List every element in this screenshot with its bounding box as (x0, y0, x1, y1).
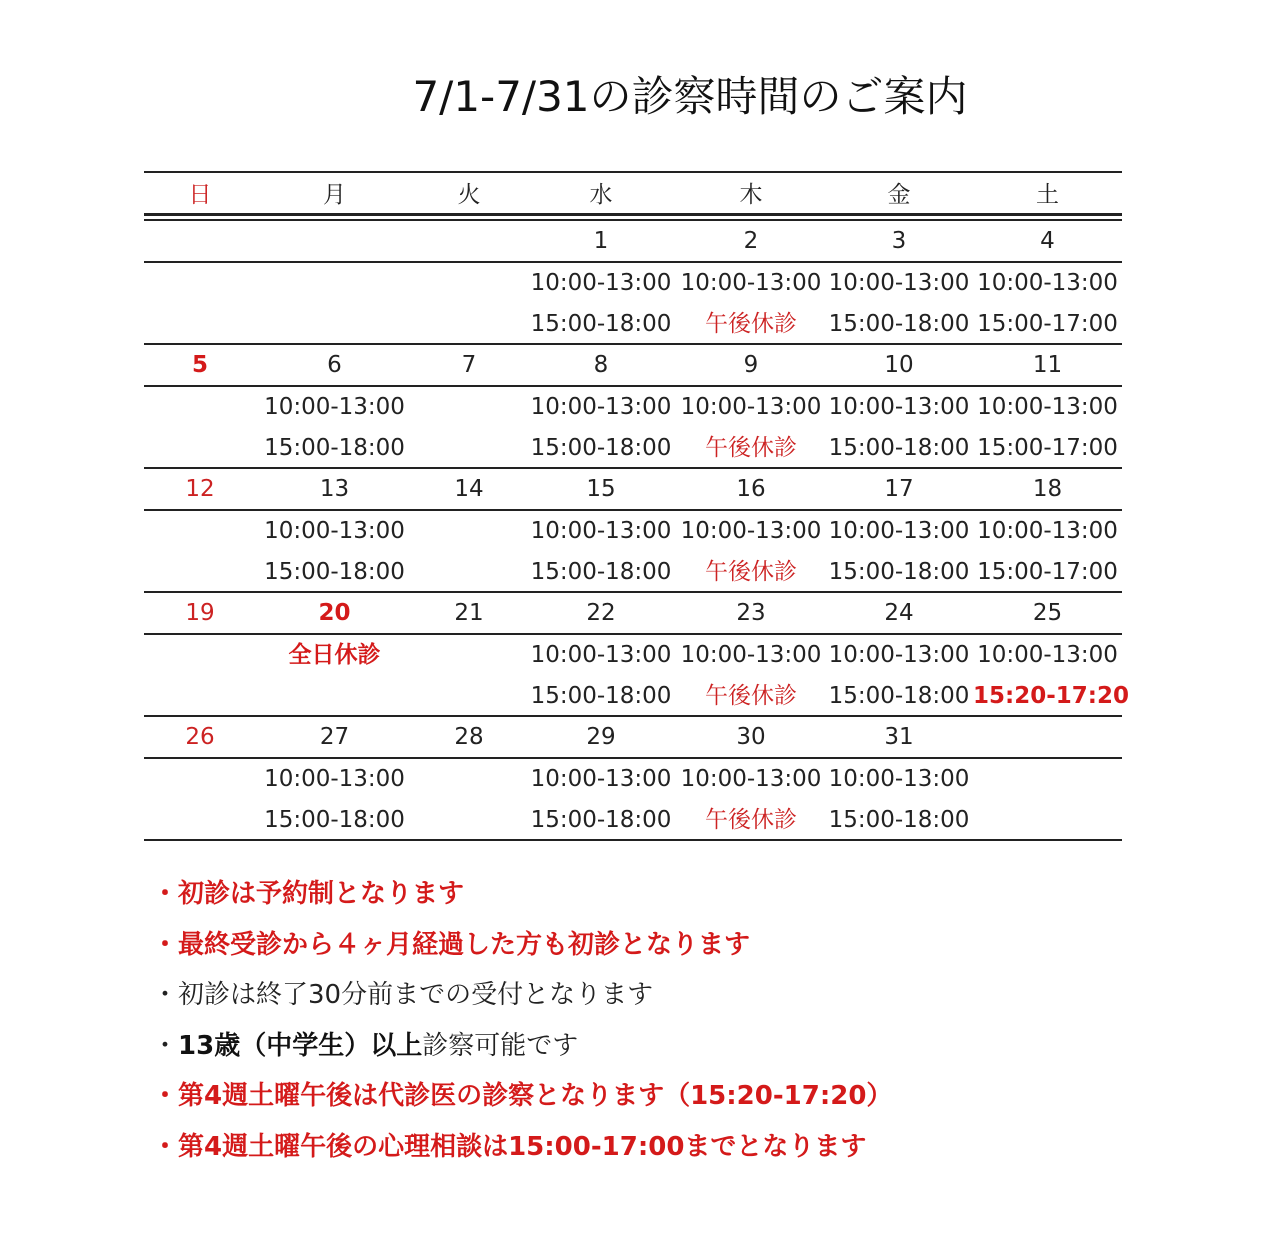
hours-cell (825, 759, 973, 841)
date-cell: 21 (454, 600, 484, 626)
afternoon-hours (413, 304, 525, 345)
date-cell: 30 (736, 724, 766, 750)
afternoon-hours: 午後休診 (705, 683, 797, 709)
morning-hours (413, 511, 525, 552)
date-cell: 25 (1032, 600, 1063, 626)
afternoon-hours (144, 676, 256, 717)
afternoon-hours: 15:00-18:00 (828, 435, 970, 461)
afternoon-hours (256, 676, 413, 717)
date-cell (256, 221, 413, 261)
hours-cell (413, 635, 525, 717)
weekday-sat: 土 (1036, 182, 1059, 208)
afternoon-hours: 15:00-18:00 (828, 559, 970, 585)
hours-cell (825, 387, 973, 469)
hours-cell (677, 759, 825, 841)
weekday-tue: 火 (457, 182, 481, 208)
morning-hours (144, 635, 256, 676)
afternoon-hours (413, 800, 525, 841)
hours-cell (256, 635, 413, 717)
page-title: 7/1-7/31の診察時間のご案内 (412, 72, 968, 121)
morning-hours (973, 759, 1122, 800)
weekday-fri: 金 (887, 182, 911, 208)
hours-cell (677, 387, 825, 469)
date-cell: 18 (1032, 476, 1063, 502)
hours-cell (525, 635, 677, 717)
afternoon-hours: 15:00-17:00 (977, 311, 1118, 337)
morning-hours: 10:00-13:00 (828, 518, 970, 544)
hours-cell (525, 759, 677, 841)
date-cell: 4 (1040, 228, 1055, 254)
morning-hours: 10:00-13:00 (977, 270, 1118, 296)
morning-hours: 10:00-13:00 (264, 518, 405, 544)
afternoon-hours: 15:00-18:00 (264, 807, 405, 833)
date-cell: 31 (884, 724, 914, 750)
note-item (152, 1024, 892, 1075)
afternoon-hours: 15:00-18:00 (828, 807, 970, 833)
hours-cell (973, 263, 1122, 345)
weekday-wed: 水 (589, 182, 613, 208)
afternoon-hours (144, 552, 256, 593)
morning-hours: 10:00-13:00 (680, 766, 822, 792)
afternoon-hours: 15:00-18:00 (530, 683, 672, 709)
hours-cell (256, 511, 413, 593)
hours-cell (973, 387, 1122, 469)
date-cell: 5 (191, 352, 208, 378)
notes-list (152, 872, 892, 1175)
date-cell: 26 (185, 724, 215, 750)
hours-cell (256, 387, 413, 469)
afternoon-hours: 15:00-18:00 (828, 683, 970, 709)
morning-hours: 10:00-13:00 (264, 394, 405, 420)
morning-hours (144, 511, 256, 552)
hours-row (144, 509, 1122, 591)
date-cell: 29 (586, 724, 616, 750)
date-row (144, 591, 1122, 633)
date-cell: 17 (884, 476, 914, 502)
hours-cell (677, 635, 825, 717)
morning-hours (144, 387, 256, 428)
morning-hours: 全日休診 (288, 642, 381, 668)
afternoon-hours: 15:00-18:00 (530, 807, 672, 833)
date-cell: 6 (327, 352, 342, 378)
morning-hours (413, 759, 525, 800)
morning-hours: 10:00-13:00 (828, 766, 970, 792)
morning-hours: 10:00-13:00 (680, 270, 822, 296)
date-row (144, 715, 1122, 757)
morning-hours: 10:00-13:00 (530, 394, 672, 420)
hours-row (144, 385, 1122, 467)
date-cell: 8 (593, 352, 609, 378)
afternoon-hours: 15:20-17:20 (973, 683, 1129, 709)
morning-hours (144, 759, 256, 800)
afternoon-hours (413, 428, 525, 469)
afternoon-hours: 午後休診 (705, 311, 797, 337)
afternoon-hours (413, 676, 525, 717)
date-row (144, 467, 1122, 509)
morning-hours: 10:00-13:00 (680, 518, 822, 544)
weekday-thu: 木 (739, 182, 763, 208)
hours-cell (256, 263, 413, 345)
morning-hours: 10:00-13:00 (977, 518, 1118, 544)
morning-hours: 10:00-13:00 (977, 394, 1118, 420)
afternoon-hours: 15:00-18:00 (530, 311, 672, 337)
afternoon-hours: 15:00-18:00 (264, 435, 405, 461)
hours-cell (973, 511, 1122, 593)
afternoon-hours: 15:00-18:00 (530, 435, 672, 461)
weeks-container (144, 221, 1129, 841)
morning-hours: 10:00-13:00 (977, 642, 1118, 668)
note-text: 診察可能です (422, 1030, 579, 1061)
weekday-sun: 日 (188, 182, 212, 208)
morning-hours: 10:00-13:00 (828, 642, 970, 668)
date-row (144, 221, 1122, 261)
morning-hours: 10:00-13:00 (828, 270, 970, 296)
schedule-table (144, 171, 1129, 841)
afternoon-hours (973, 800, 1122, 841)
date-cell: 13 (319, 476, 350, 502)
morning-hours (413, 263, 525, 304)
hours-cell (144, 759, 256, 841)
hours-cell (144, 635, 256, 717)
date-cell: 12 (185, 476, 215, 502)
hours-row (144, 633, 1129, 715)
hours-cell (825, 263, 973, 345)
date-cell: 22 (586, 600, 616, 626)
hours-row (144, 261, 1122, 343)
note-item: ・第4週土曜午後は代診医の診察となります（15:20-17:20） (152, 1081, 893, 1111)
date-cell: 2 (743, 228, 759, 254)
hours-cell (144, 511, 256, 593)
hours-cell (525, 263, 677, 345)
hours-cell (525, 511, 677, 593)
morning-hours: 10:00-13:00 (530, 270, 672, 296)
hours-cell (413, 263, 525, 345)
date-cell: 16 (736, 476, 766, 502)
morning-hours (413, 387, 525, 428)
afternoon-hours: 15:00-17:00 (977, 435, 1118, 461)
date-cell: 7 (461, 352, 477, 378)
weekday-header-row (144, 171, 1122, 213)
date-cell: 20 (318, 600, 351, 626)
date-cell: 24 (884, 600, 914, 626)
date-cell: 23 (736, 600, 766, 626)
hours-row (144, 757, 1122, 841)
afternoon-hours (413, 552, 525, 593)
date-row (144, 343, 1122, 385)
hours-cell (413, 511, 525, 593)
afternoon-hours: 午後休診 (705, 559, 797, 585)
afternoon-hours: 15:00-18:00 (828, 311, 970, 337)
hours-cell (256, 759, 413, 841)
morning-hours: 10:00-13:00 (530, 766, 672, 792)
date-cell: 27 (319, 724, 350, 750)
note-item: ・初診は予約制となります (152, 879, 465, 909)
morning-hours: 10:00-13:00 (530, 518, 672, 544)
hours-cell (144, 263, 256, 345)
hours-cell (825, 511, 973, 593)
hours-cell (825, 635, 973, 717)
afternoon-hours (256, 304, 413, 345)
afternoon-hours: 15:00-18:00 (264, 559, 405, 585)
hours-cell (677, 511, 825, 593)
morning-hours (144, 263, 256, 304)
hours-cell (677, 263, 825, 345)
morning-hours: 10:00-13:00 (680, 394, 822, 420)
hours-cell (973, 635, 1129, 717)
hours-cell (413, 387, 525, 469)
date-cell: 15 (586, 476, 616, 502)
afternoon-hours: 15:00-18:00 (530, 559, 672, 585)
date-cell: 1 (593, 228, 609, 254)
morning-hours: 10:00-13:00 (828, 394, 970, 420)
date-cell: 9 (743, 352, 759, 378)
note-bullet: ・ (152, 1030, 179, 1061)
morning-hours (413, 635, 525, 676)
morning-hours: 10:00-13:00 (264, 766, 405, 792)
note-item: ・第4週土曜午後の心理相談は15:00-17:00までとなります (152, 1131, 867, 1162)
date-cell: 10 (884, 352, 914, 378)
afternoon-hours: 午後休診 (705, 435, 797, 461)
afternoon-hours: 15:00-17:00 (977, 559, 1118, 585)
date-cell: 3 (891, 228, 907, 254)
date-cell: 28 (454, 724, 484, 750)
afternoon-hours (144, 304, 256, 345)
weekday-mon: 月 (323, 182, 346, 208)
morning-hours: 10:00-13:00 (680, 642, 822, 668)
note-item: ・最終受診から４ヶ月経過した方も初診となります (152, 929, 751, 960)
note-bold-text: 13歳（中学生）以上 (178, 1030, 423, 1061)
date-cell: 19 (185, 600, 215, 626)
hours-cell (144, 387, 256, 469)
hours-cell (973, 759, 1122, 841)
afternoon-hours: 午後休診 (705, 807, 797, 833)
date-cell (413, 221, 525, 261)
date-cell (973, 717, 1122, 757)
date-cell (144, 221, 256, 261)
morning-hours: 10:00-13:00 (530, 642, 672, 668)
morning-hours (256, 263, 413, 304)
date-cell: 14 (454, 476, 484, 502)
note-item: ・初診は終了30分前までの受付となります (152, 980, 654, 1010)
afternoon-hours (144, 800, 256, 841)
date-cell: 11 (1032, 352, 1063, 378)
hours-cell (525, 387, 677, 469)
afternoon-hours (144, 428, 256, 469)
hours-cell (413, 759, 525, 841)
